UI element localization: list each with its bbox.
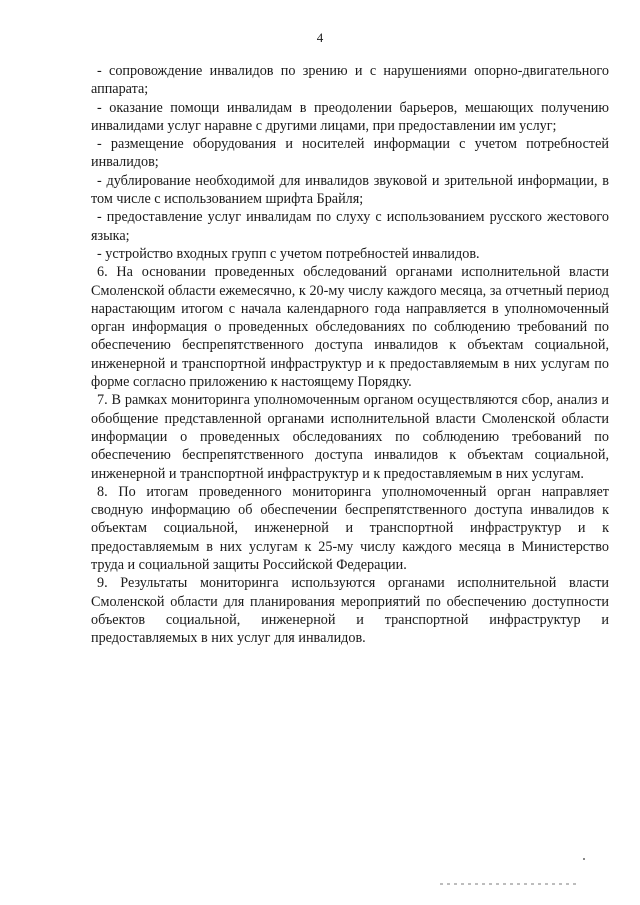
bullet-entrance-groups: - устройство входных групп с учетом потребностей инвалидов. — [97, 245, 480, 262]
scan-mark-line — [440, 883, 576, 885]
bullet-sign-language: - предоставление услуг инвалидам по слуху с использованием русского жестового языка; — [91, 209, 609, 244]
paragraph-6: 6. На основании проведенных обследований органами исполнительной власти Смоленской области ежемесячно, к 20-му числу каждого месяца, за отчетный период нарастающим итогом с начала календарного года направляется в уполномоченный орган информация о проведенных обследованиях по соблюдению требований по обеспечению беспрепятственного доступа инвалидов к объектам социальной, инженерной и транспортной инфраструктур и к предоставляемым в них услугам по форме согласно приложению к настоящему Порядку. — [91, 264, 609, 391]
paragraph-9: 9. Результаты мониторинга используются органами исполнительной власти Смоленской области для планирования мероприятий по обеспечению доступности объектов социальной, инженерной и транспортной инфраструктур и предоставляемых в них услуг для инвалидов. — [91, 575, 609, 647]
bullet-escort: - сопровождение инвалидов по зрению и с нарушениями опорно-двигательного аппарата; — [91, 63, 609, 98]
paragraph-8: 8. По итогам проведенного мониторинга уполномоченный орган направляет сводную информацию об обеспечении беспрепятственного доступа инвалидов к объектам социальной, инженерной и транспортной инфраструктур и к предоставляемым в них услугам к 25-му числу каждого месяца в Министерство труда и социальной защиты Российской Федерации. — [91, 483, 609, 574]
document-body — [91, 62, 609, 648]
bullet-barrier-assistance: - оказание помощи инвалидам в преодолении барьеров, мешающих получению инвалидами услуг наравне с другими лицами, при предоставлении им услуг; — [91, 99, 609, 134]
bullet-braille-duplication: - дублирование необходимой для инвалидов звуковой и зрительной информации, в том числе с использованием шрифта Брайля; — [91, 172, 609, 208]
bullet-equipment-placement: - размещение оборудования и носителей информации с учетом потребностей инвалидов; — [91, 136, 609, 171]
page-number: 4 — [316, 30, 324, 45]
paragraph-7: 7. В рамках мониторинга уполномоченным органом осуществляются сбор, анализ и обобщение представленной органами исполнительной власти Смоленской области информации о проведенных обследованиях по соблюдению требований по обеспечению беспрепятственного доступа инвалидов к объектам социальной, инженерной и транспортной инфраструктур и к предоставляемым в них услугам. — [91, 392, 609, 482]
scan-mark-dot — [583, 858, 585, 860]
